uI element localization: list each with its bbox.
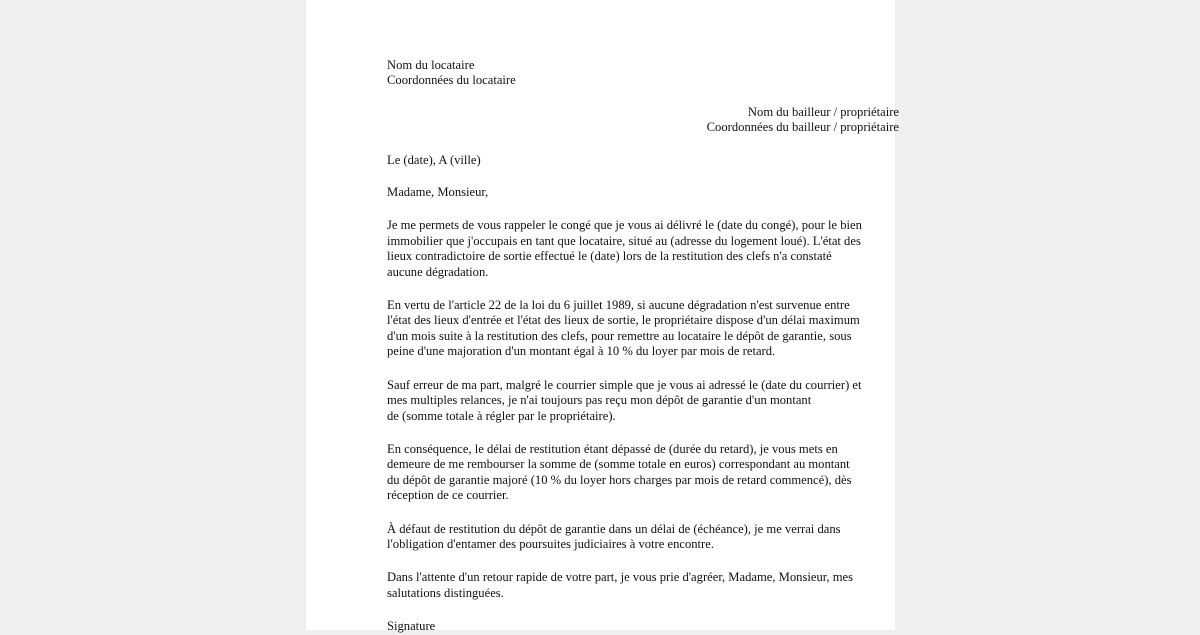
landlord-contact: Coordonnées du bailleur / propriétaire: [706, 120, 899, 135]
letter-body: [387, 58, 907, 635]
paragraph-4: En conséquence, le délai de restitution étant dépassé de (durée du retard), je vous mets en demeure de me rembourser la somme de (somme totale en euros) correspondant au montant du dépôt de garantie majoré (10 % du loyer hors charges par mois de retard commencé), dès réception de ce courrier.: [387, 441, 852, 503]
tenant-name: Nom du locataire: [387, 58, 475, 72]
tenant-block: [387, 58, 907, 89]
landlord-block: [387, 105, 899, 136]
paragraph-2: En vertu de l'article 22 de la loi du 6 juillet 1989, si aucune dégradation n'est survenue entre l'état des lieux d'entrée et l'état des lieux de sortie, le propriétaire dispose d'un délai maximum d'un mois suite à la restitution des clefs, pour remettre au locataire le dépôt de garantie, sous peine d'une majoration d'un montant égal à 10 % du loyer par mois de retard.: [387, 298, 860, 359]
tenant-contact: Coordonnées du locataire: [387, 73, 516, 88]
paragraph-6: Dans l'attente d'un retour rapide de votre part, je vous prie d'agréer, Madame, Monsieur, mes salutations distinguées.: [387, 570, 854, 600]
signature: Signature: [387, 619, 436, 634]
paragraph-5: À défaut de restitution du dépôt de garantie dans un délai de (échéance), je me verrai dans l'obligation d'entamer des poursuites judiciaires à votre encontre.: [387, 521, 841, 551]
paragraph-3: Sauf erreur de ma part, malgré le courrier simple que je vous ai adressé le (date du courrier) et mes multiples relances, je n'ai toujours pas reçu mon dépôt de garantie d'un montant de (somme totale à régler par le propriétaire).: [387, 377, 862, 423]
landlord-name: Nom du bailleur / propriétaire: [747, 104, 899, 119]
paragraph-1: Je me permets de vous rappeler le congé que je vous ai délivré le (date du congé), pour le bien immobilier que j'occupais en tant que locataire, situé au (adresse du logement loué). L'état des lieux contradictoire de sortie effectué le (date) lors de la restitution des clefs n'a constaté aucune dégradation.: [387, 218, 862, 279]
date-place-line: Le (date), A (ville): [387, 152, 481, 167]
salutation: Madame, Monsieur,: [387, 185, 489, 200]
